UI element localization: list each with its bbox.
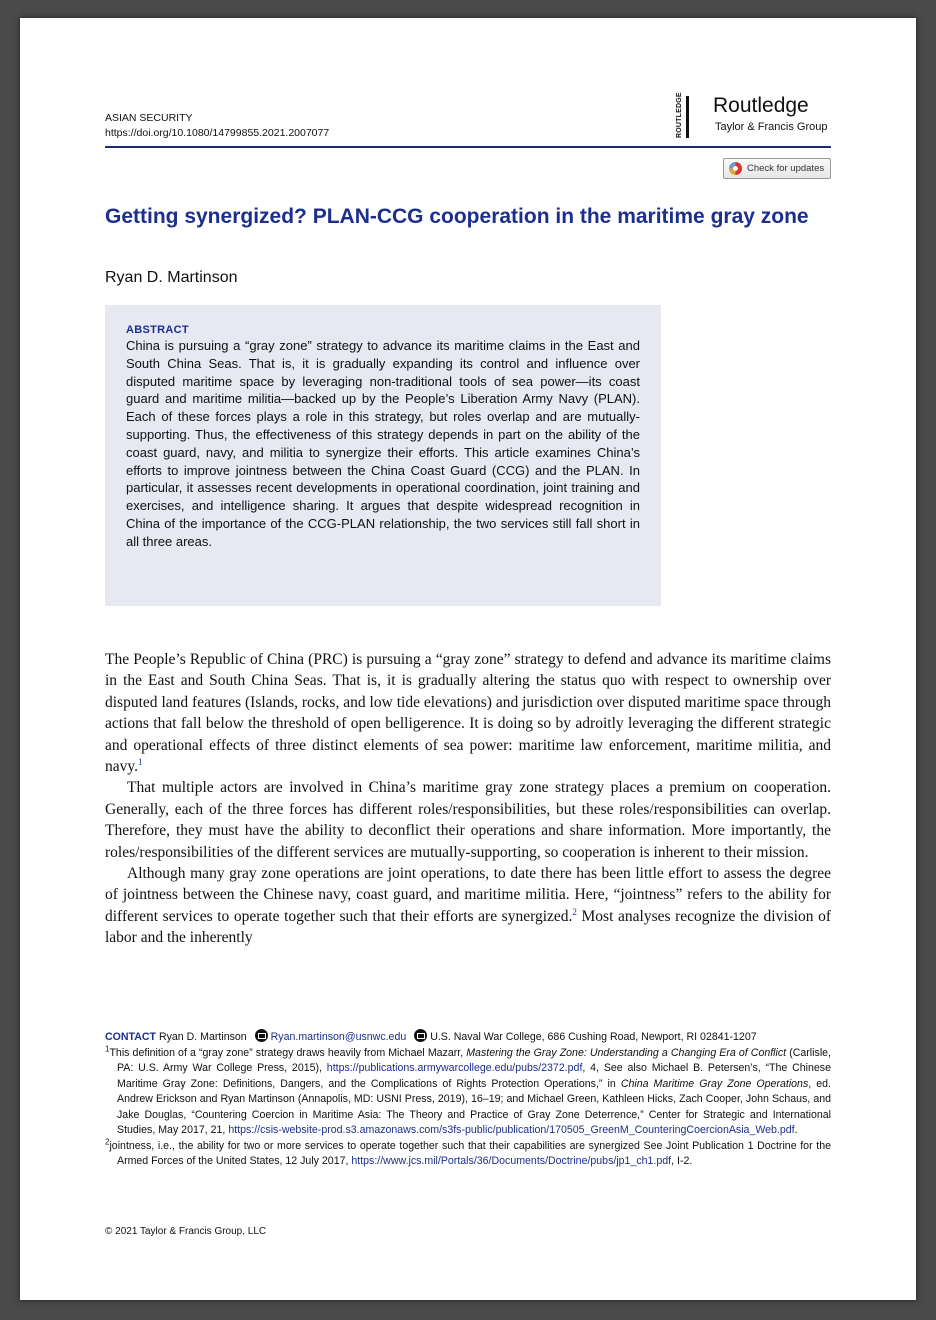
footnote-2-text-a: jointness, i.e., the ability for two or more services to operate together such that their capabilities are synergized See Joint Publication 1 Doctrine for the Armed Forces of the United States, 12 July 2017,	[109, 1139, 831, 1167]
footnote-2-text-b: , I-2.	[671, 1155, 693, 1167]
footnote-2-link[interactable]: https://www.jcs.mil/Portals/36/Documents/Doctrine/pubs/jp1_ch1.pdf	[351, 1155, 672, 1167]
footnote-1-text-f: , ed. Andrew Erickson and Ryan Martinson (Annapolis, MD: USNI Press, 2019), 16–19; and Michael Green, Kathleen Hicks, Zach Cooper, John Schaus, and Jake Douglas, “Countering Coercion in Maritime Asia: The Theory and Practice of Gray Zone Deterrence,” Center for Strategic and International Studies, May 2017, 21,	[117, 1077, 831, 1136]
crossmark-icon	[729, 162, 742, 175]
contact-name: Ryan D. Martinson	[158, 1031, 247, 1043]
abstract-box	[105, 305, 661, 606]
journal-info	[105, 111, 329, 141]
abstract-heading: ABSTRACT	[126, 324, 189, 336]
footnote-2-number: 2	[105, 1136, 110, 1146]
check-updates-button[interactable]	[723, 158, 831, 179]
paragraph-3	[105, 863, 831, 949]
publisher-vertical-text: ROUTLEDGE	[675, 96, 689, 138]
contact-line	[105, 1029, 831, 1046]
paragraph-3-text-a: Although many gray zone operations are joint operations, to date there has been little effort to assess the degree of jointness between the Chinese navy, coast guard, and maritime militia. Here, “jointness” refers to the ability for different services to operate together such that their efforts are synergized.	[105, 865, 831, 925]
publisher-logo[interactable]	[675, 94, 835, 140]
footnote-1-text-g: .	[794, 1124, 798, 1136]
publisher-group: Taylor & Francis Group	[715, 121, 828, 133]
paragraph-2: That multiple actors are involved in China’s maritime gray zone strategy places a premium on cooperation. Generally, each of the three forces has different roles/responsibilities, but these roles/responsibilities can overlap. Therefore, they must have the ability to deconflict their operations and share information. More importantly, the roles/responsibilities of the different services are mutually-supporting, so cooperation is inherent to their mission.	[105, 779, 831, 861]
paragraph-1	[105, 649, 831, 777]
article-author: Ryan D. Martinson	[105, 269, 238, 286]
contact-email-link[interactable]: Ryan.martinson@usnwc.edu	[270, 1031, 407, 1043]
check-updates-label: Check for updates	[747, 163, 825, 174]
publisher-name: Routledge	[713, 94, 809, 117]
footnote-1-link-2[interactable]: https://csis-website-prod.s3.amazonaws.com/s3fs-public/publication/170505_GreenM_CounteringCoercionAsia_Web.pdf	[228, 1124, 795, 1136]
contact-label: CONTACT	[105, 1031, 156, 1043]
footnote-1-text-a: This definition of a “gray zone” strategy draws heavily from Michael Mazarr,	[109, 1046, 467, 1059]
footnote-1-text-d: , 4, See also Michael B. Petersen’s, “The Chinese Maritime Gray Zone: Definitions, Dangers, and the Complications of Rights Protection Operations,” in	[117, 1062, 831, 1090]
body-text	[105, 649, 831, 949]
footnote-1-book-title: Mastering the Gray Zone: Understanding a Changing Era of Conflict	[466, 1046, 787, 1059]
footnote-1-text-c: (Carlisle, PA: U.S. Army War College Press, 2015),	[117, 1046, 832, 1074]
footnote-ref-2[interactable]: 2	[572, 906, 577, 917]
copyright: © 2021 Taylor & Francis Group, LLC	[105, 1226, 267, 1237]
address-icon	[414, 1029, 427, 1042]
footnote-1-book-title-2: China Maritime Gray Zone Operations	[620, 1077, 809, 1090]
footnote-ref-1[interactable]: 1	[138, 756, 143, 767]
footnote-1-number: 1	[105, 1043, 110, 1053]
document-page	[20, 18, 916, 1300]
footnote-1-link-1[interactable]: https://publications.armywarcollege.edu/pubs/2372.pdf	[326, 1062, 583, 1074]
article-title: Getting synergized? PLAN-CCG cooperation in the maritime gray zone	[105, 205, 809, 228]
paragraph-3-text-b: Most analyses recognize the division of labor and the inherently	[105, 907, 831, 947]
footnote-1	[105, 1043, 832, 1139]
footnotes	[105, 1029, 831, 1170]
journal-name: ASIAN SECURITY	[105, 112, 193, 124]
abstract-text: China is pursuing a “gray zone” strategy to advance its maritime claims in the East and South China Seas. That is, it is gradually expanding its control and influence over disputed maritime space by leveraging non-traditional tools of sea power—its coast guard and maritime militia—backed up by the People’s Liberation Army Navy (PLAN). Each of these forces plays a role in this strategy, but roles overlap and are mutually-supporting. Thus, the effectiveness of this strategy depends in part on the ability of the coast guard, navy, and militia to synergize their efforts. This article examines China’s efforts to improve jointness between the China Coast Guard (CCG) and the PLAN. In particular, it assesses recent developments in operational coordination, joint training and exercises, and intelligence sharing. It argues that despite widespread recognition in China of the importance of the CCG-PLAN relationship, the two services still fall short in all three areas.	[126, 338, 640, 549]
paragraph-1-text: The People’s Republic of China (PRC) is pursuing a “gray zone” strategy to defend and advance its maritime claims in the East and South China Seas. That is, it is gradually altering the status quo with respect to ownership over disputed land features (Islands, rocks, and low tide elevations) and jurisdiction over disputed maritime space through actions that fall below the threshold of open belligerence. It is doing so by adroitly leveraging the different strategic and operational effects of three distinct elements of sea power: maritime law enforcement, maritime militia, and navy.	[105, 651, 831, 776]
footnote-2	[105, 1136, 831, 1170]
email-icon	[255, 1029, 268, 1042]
contact-address: U.S. Naval War College, 686 Cushing Road, Newport, RI 02841-1207	[430, 1031, 757, 1043]
doi-link[interactable]: https://doi.org/10.1080/14799855.2021.2007077	[105, 127, 330, 139]
header-divider	[105, 146, 831, 148]
